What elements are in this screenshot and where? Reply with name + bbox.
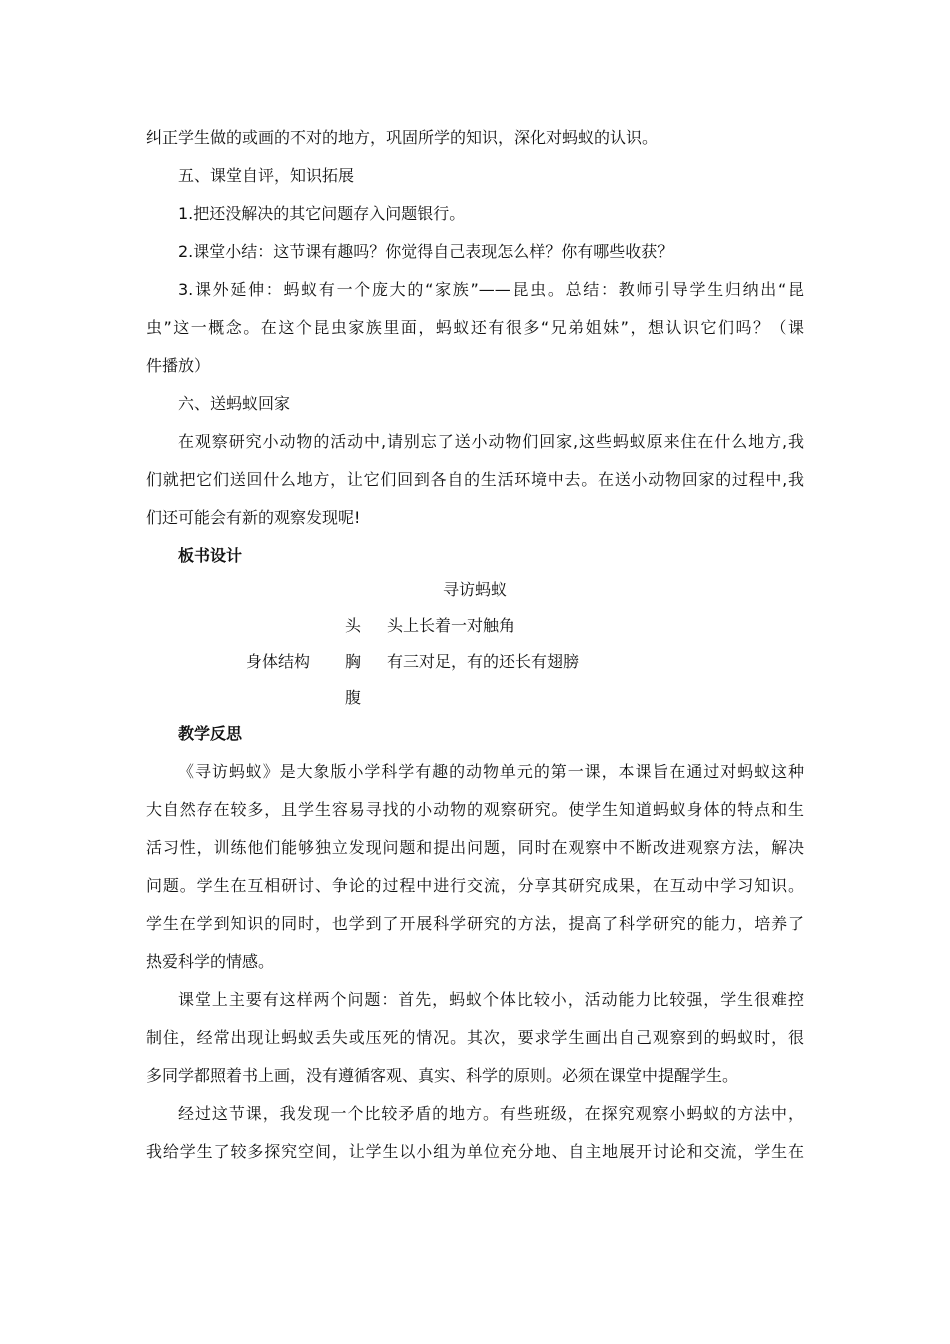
list-item-3-line-3: 件播放） [146,356,211,375]
paragraph-line: 多同学都照着书上画，没有遵循客观、真实、科学的原则。必须在课堂中提醒学生。 [146,1066,739,1085]
paragraph-line: 经过这节课，我发现一个比较矛盾的地方。有些班级，在探究观察小蚂蚁的方法中， [178,1104,804,1123]
paragraph-line: 们就把它们送回什么地方，让它们回到各自的生活环境中去。在送小动物回家的过程中,我 [146,470,804,489]
paragraph-line: 学生在学到知识的同时，也学到了开展科学研究的方法，提高了科学研究的能力，培养了 [146,914,804,933]
section-heading-6: 六、送蚂蚁回家 [178,394,291,413]
reflection-heading: 教学反思 [178,724,243,743]
paragraph-line: 在观察研究小动物的活动中,请别忘了送小动物们回家,这些蚂蚁原来住在什么地方,我 [178,432,804,451]
board-label: 身体结构 [246,652,311,671]
paragraph-line: 课堂上主要有这样两个问题：首先，蚂蚁个体比较小，活动能力比较强，学生很难控 [178,990,804,1009]
board-part-head-desc: 头上长着一对触角 [387,616,516,635]
paragraph-line: 大自然存在较多，且学生容易寻找的小动物的观察研究。使学生知道蚂蚁身体的特点和生 [146,800,804,819]
text-line: 纠正学生做的或画的不对的地方，巩固所学的知识，深化对蚂蚁的认识。 [146,128,659,147]
paragraph-line: 热爱科学的情感。 [146,952,275,971]
list-item-3-line-2: 虫”这一概念。在这个昆虫家族里面，蚂蚁还有很多“兄弟姐妹”，想认识它们吗？（课 [146,318,804,337]
board-part-chest: 胸 [345,652,362,671]
list-item-3-line-1: 3.课外延伸：蚂蚁有一个庞大的“家族”——昆虫。总结：教师引导学生归纳出“昆 [178,280,804,299]
list-item-1: 1.把还没解决的其它问题存入问题银行。 [178,204,466,223]
paragraph-line: 活习性，训练他们能够独立发现问题和提出问题，同时在观察中不断改进观察方法，解决 [146,838,804,857]
board-part-belly: 腹 [345,688,362,707]
board-part-chest-desc: 有三对足，有的还长有翅膀 [387,652,580,671]
paragraph-line: 制住，经常出现让蚂蚁丢失或压死的情况。其次，要求学生画出自己观察到的蚂蚁时，很 [146,1028,804,1047]
paragraph-line: 问题。学生在互相研讨、争论的过程中进行交流，分享其研究成果，在互动中学习知识。 [146,876,804,895]
paragraph-line: 我给学生了较多探究空间，让学生以小组为单位充分地、自主地展开讨论和交流，学生在 [146,1142,804,1161]
section-heading-5: 五、课堂自评，知识拓展 [178,166,355,185]
board-design-heading: 板书设计 [178,546,243,565]
paragraph-line: 《寻访蚂蚁》是大象版小学科学有趣的动物单元的第一课，本课旨在通过对蚂蚁这种 [178,762,804,781]
paragraph-line: 们还可能会有新的观察发现呢! [146,508,361,527]
board-title: 寻访蚂蚁 [443,580,508,599]
list-item-2: 2.课堂小结：这节课有趣吗？你觉得自己表现怎么样？你有哪些收获？ [178,242,674,261]
board-part-head: 头 [345,616,362,635]
